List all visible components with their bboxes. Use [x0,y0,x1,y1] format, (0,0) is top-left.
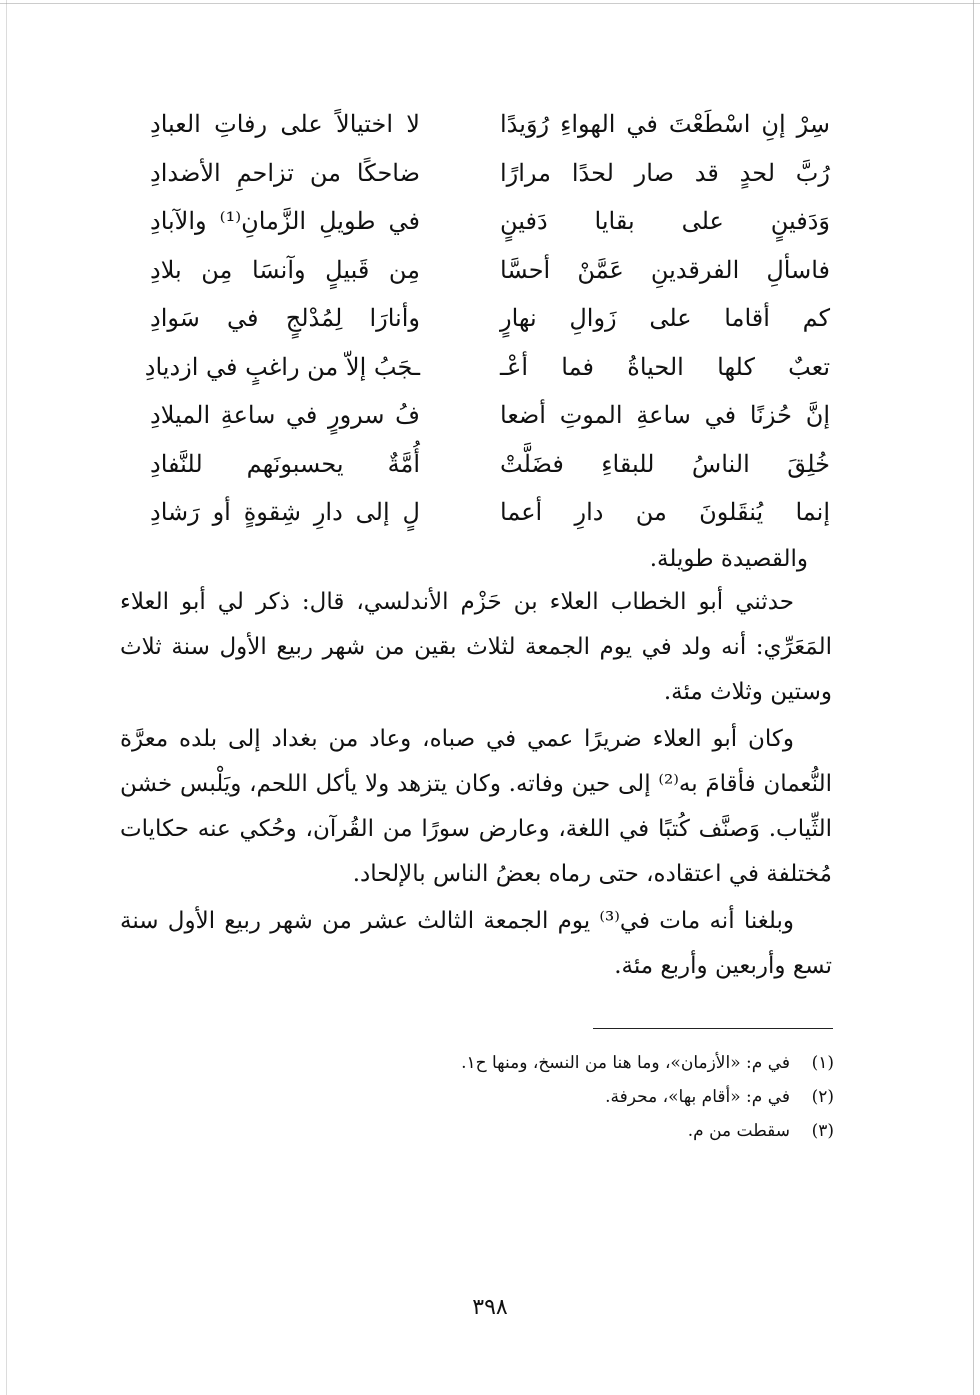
verse-first-hemistich: كم أقاما على زَوالِ نهارٍ [500,304,830,333]
verse-first-hemistich: رُبَّ لحدٍ قد صار لحدًا مرارًا [500,158,830,187]
body-text [120,580,832,991]
verse-first-hemistich: وَدَفينٍ على بقايا دَفينٍ [500,207,830,236]
poem-verse [150,488,830,537]
verse-second-hemistich: وأنارَا لِمُدْلجٍ في سَوادِ [150,304,420,333]
footnotes [300,1046,834,1148]
scan-edge-right [973,0,974,1395]
footnote-number: (٢) [811,1087,834,1107]
poem-verse [150,391,830,440]
footnote-text: في م: «أقام بها»، محرفة. [605,1087,790,1107]
verse-second-hemistich: أُمَّةٌ يحسبونَهم للنَّفادِ [150,449,420,478]
verse-second-hemistich: فُ سرورٍ في ساعةِ الميلادِ [150,401,420,430]
verse-first-hemistich: سِرْ إنِ اسْطَعْتَ في الهواءِ رُوَيدًا [500,110,830,139]
verse-second-hemistich: لا اختيالاً على رفاتِ العبادِ [150,110,420,139]
verse-second-hemistich: لٍ إلى دارِ شِقوةٍ أو رَشادِ [150,498,420,527]
scan-edge-top [0,3,980,4]
paragraph: وبلغنا أنه مات في⁽³⁾ يوم الجمعة الثالث عشر من شهر ربيع الأول سنة تسع وأربعين وأربع مئة. [120,908,832,979]
footnote-separator [593,1028,833,1029]
footnote-number: (١) [811,1053,834,1073]
verse-second-hemistich: ـجَبُ إلاّ من راغبٍ في ازديادِ [144,352,420,381]
poem-verse [150,197,830,246]
footnote-number: (٣) [811,1121,834,1141]
poem-tail-note: والقصيدة طويلة. [649,546,808,572]
poem-verse [150,294,830,343]
poem-verse [150,440,830,489]
poem-verse [144,343,830,392]
verse-first-hemistich: إنَّ حُزنًا في ساعةِ الموتِ أضعا [500,401,830,430]
footnote [300,1046,834,1080]
paragraph: وكان أبو العلاء ضريرًا عمي في صباه، وعاد من بغداد إلى بلده معرَّة النُّعمان فأقامَ به⁽²⁾ إلى حين وفاته. وكان يتزهد ولا يأكل اللحم، ويَلْبس خشن الثِّياب. وَصنَّف كُتبًا في اللغة، وعارض سورًا من القُرآن، وحُكي عنه حكايات مُختلفة في اعتقاده، حتى رماه بعضُ الناس بالإلحاد. [120,726,832,887]
verse-second-hemistich: ضاحكًا من تزاحمِ الأضدادِ [150,158,420,187]
footnote-text: في م: «الأزمان»، وما هنا من النسخ، ومنها ح١. [461,1053,790,1073]
verse-first-hemistich: إنما يُنقَلونَ من دارِ أعما [500,498,830,527]
page-number: ٣٩٨ [472,1295,508,1320]
verse-second-hemistich: في طويلِ الزَّمانِ⁽¹⁾ والآبادِ [150,207,420,236]
poem-verse [150,246,830,295]
scan-edge-left [6,0,7,1395]
verse-first-hemistich: فاسألِ الفرقدينِ عَمَّنْ أحسَّا [500,255,830,284]
verse-first-hemistich: خُلِقَ الناسُ للبقاءِ فضَلَّتْ [500,449,830,478]
footnote [300,1080,834,1114]
poem-verse [150,100,830,149]
footnote [300,1114,834,1148]
verse-second-hemistich: مِن قَبيلٍ وآنسَا مِن بلادِ [150,255,420,284]
verse-first-hemistich: تعبٌ كلها الحياةُ فما أعْـ [500,352,830,381]
paragraph: حدثني أبو الخطاب العلاء بن حَزْم الأندلسي، قال: ذكر لي أبو العلاء المَعَرِّي: أنه ولد في يوم الجمعة لثلاث بقين من شهر ربيع الأول سنة ثلاث وستين وثلاث مئة. [120,589,832,705]
poem [144,100,830,537]
footnote-text: سقطت من م. [687,1121,790,1141]
poem-verse [150,149,830,198]
